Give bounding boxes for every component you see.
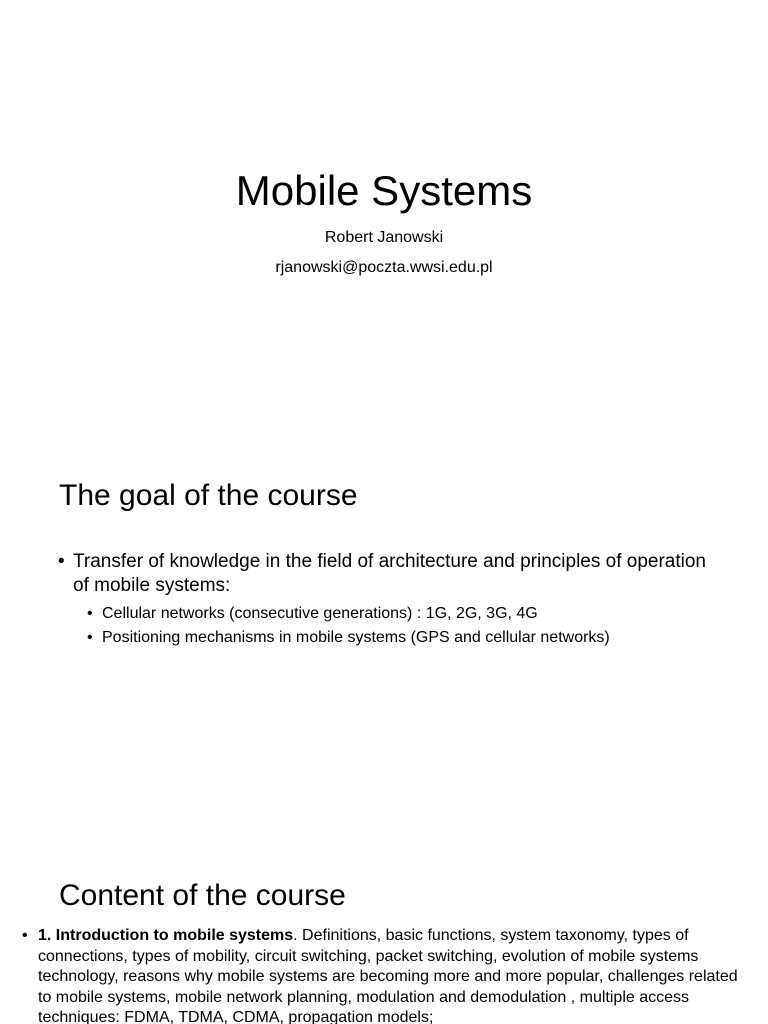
- presentation-title: Mobile Systems: [235, 167, 533, 214]
- bullet-item: [58, 550, 718, 650]
- slide-heading: The goal of the course: [59, 479, 358, 512]
- content-slide: [0, 860, 768, 1024]
- content-list: [22, 926, 744, 1024]
- sub-bullet-list: [87, 602, 718, 650]
- bullet-text: Transfer of knowledge in the field of architecture and principles of operation of mobile systems:: [73, 551, 706, 596]
- slide-heading: Content of the course: [59, 879, 346, 912]
- content-item-text: . Definitions, basic functions, system taxonomy, types of connections, types of mobility, circuit switching, packet switching, evolution of mobile systems technology, reasons why mobile systems are becoming more and more popular, challenges related to mobile systems, mobile network planning, modulation and demodulation , multiple access techniques: FDMA, TDMA, CDMA, propagation models;: [38, 927, 738, 1024]
- sub-bullet-item: • Positioning mechanisms in mobile systems (GPS and cellular networks): [87, 626, 718, 650]
- bullet-list: [58, 550, 718, 650]
- sub-bullet-item: • Cellular networks (consecutive generations) : 1G, 2G, 3G, 4G: [87, 602, 718, 626]
- content-item-title: 1. Introduction to mobile systems: [38, 927, 294, 944]
- content-item: [22, 926, 744, 1024]
- author-email: rjanowski@poczta.wwsi.edu.pl: [275, 259, 493, 276]
- goal-slide: [0, 432, 768, 832]
- title-slide: [0, 0, 768, 432]
- author-name: Robert Janowski: [324, 229, 444, 246]
